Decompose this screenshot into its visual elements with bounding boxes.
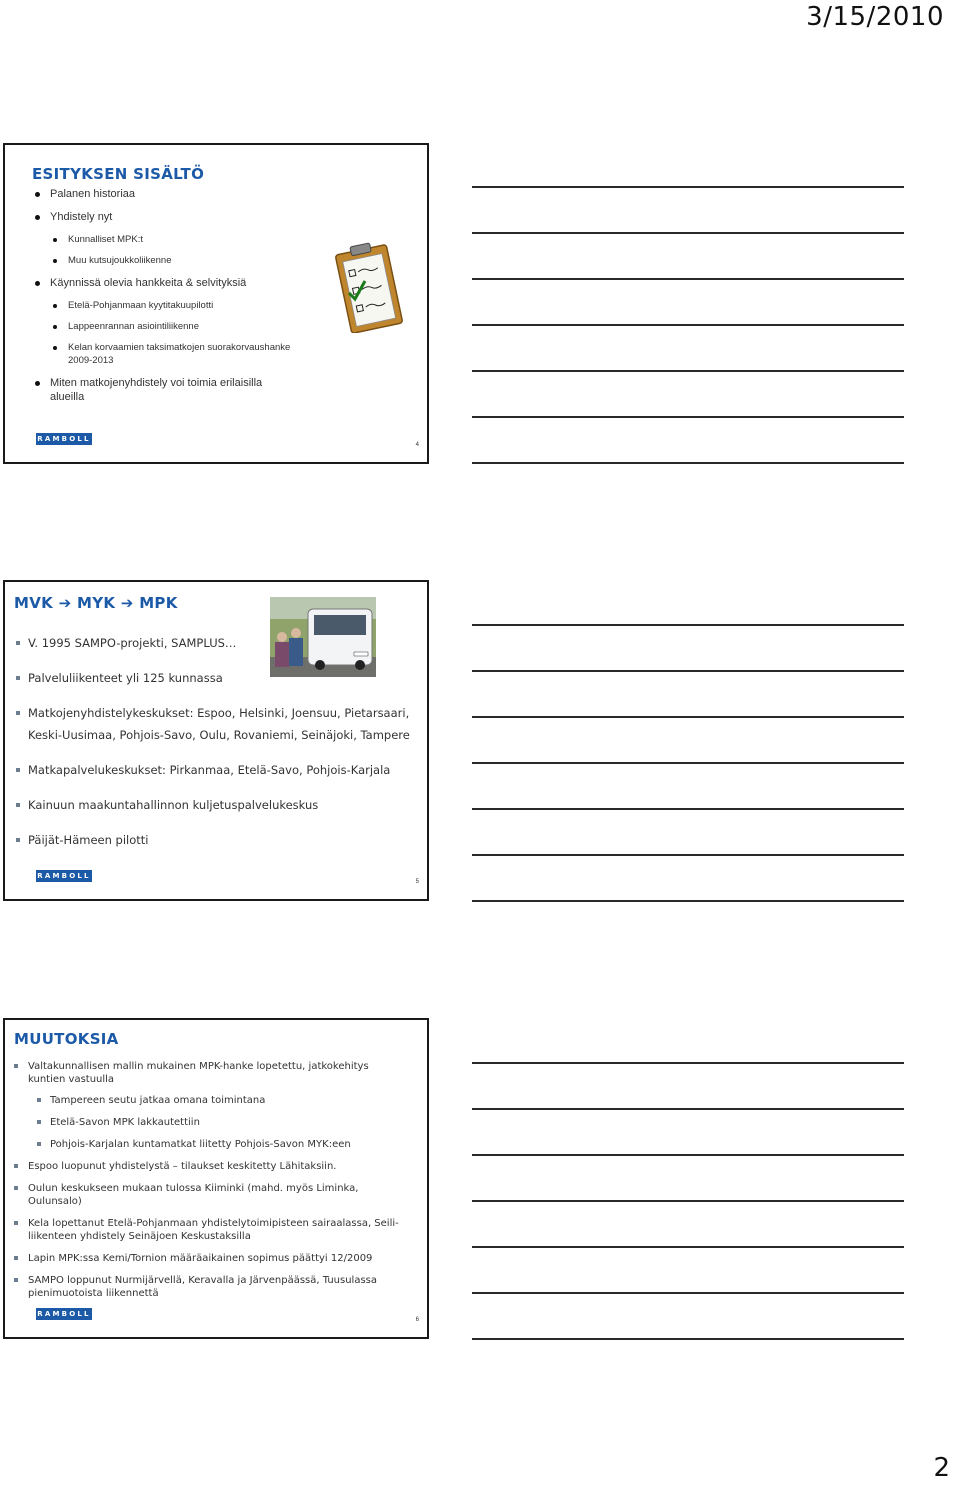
list-item: Lappeenrannan asiointiliikenne: [33, 321, 323, 333]
note-line: [472, 370, 904, 372]
list-item: Tampereen seutu jatkaa omana toimintana: [14, 1094, 414, 1107]
note-line: [472, 762, 904, 764]
ramboll-logo: RAMBOLL: [37, 872, 91, 880]
list-item: Päijät-Hämeen pilotti: [16, 829, 416, 851]
note-line: [472, 232, 904, 234]
note-line: [472, 854, 904, 856]
list-item: Kainuun maakuntahallinnon kuljetuspalvelukeskus: [16, 794, 416, 816]
page-number: 2: [933, 1453, 950, 1483]
note-line: [472, 324, 904, 326]
note-line: [472, 1154, 904, 1156]
note-line: [472, 900, 904, 902]
list-item: Espoo luopunut yhdistelystä – tilaukset keskitetty Lähitaksiin.: [14, 1160, 414, 1173]
note-line: [472, 1108, 904, 1110]
list-item: Palveluliikenteet yli 125 kunnassa: [16, 667, 416, 689]
list-item: Palanen historiaa: [33, 187, 323, 201]
list-item: Valtakunnallisen mallin mukainen MPK-hanke lopetettu, jatkokehitys kuntien vastuulla: [14, 1060, 408, 1086]
list-item: Pohjois-Karjalan kuntamatkat liitetty Pohjois-Savon MYK:een: [14, 1138, 414, 1151]
note-line: [472, 416, 904, 418]
note-line: [472, 462, 904, 464]
note-line: [472, 670, 904, 672]
note-line: [472, 808, 904, 810]
list-item: V. 1995 SAMPO-projekti, SAMPLUS…: [16, 632, 416, 654]
slide-title: ESITYKSEN SISÄLTÖ: [32, 165, 205, 183]
list-item: Oulun keskukseen mukaan tulossa Kiiminki (mahd. myös Liminka, Oulunsalo): [14, 1182, 408, 1208]
list-item: Etelä-Pohjanmaan kyytitakuupilotti: [33, 300, 323, 312]
note-line: [472, 186, 904, 188]
page-date-header: 3/15/2010: [806, 2, 944, 32]
clipboard-checklist-icon: [335, 241, 403, 337]
list-item: Kunnalliset MPK:t: [33, 234, 323, 246]
note-line: [472, 1292, 904, 1294]
bullet-list: [16, 632, 416, 851]
note-line: [472, 1062, 904, 1064]
slide-page-number: 6: [415, 1317, 419, 1323]
slide-page-number: 5: [415, 879, 419, 885]
slide-5: [3, 580, 429, 901]
list-item: Matkojenyhdistelykeskukset: Espoo, Helsinki, Joensuu, Pietarsaari, Keski-Uusimaa, Pohjois-Savo, Oulu, Rovaniemi, Seinäjoki, Tampere: [16, 702, 413, 746]
list-item: Miten matkojenyhdistely voi toimia erilaisilla alueilla: [33, 376, 290, 405]
note-line: [472, 278, 904, 280]
note-line: [472, 1200, 904, 1202]
slide-title: MUUTOKSIA: [14, 1030, 119, 1048]
slide-6: [3, 1018, 429, 1339]
slide-title: MVK ➔ MYK ➔ MPK: [14, 594, 178, 612]
list-item: Lapin MPK:ssa Kemi/Tornion määräaikainen sopimus päättyi 12/2009: [14, 1252, 414, 1265]
note-line: [472, 1246, 904, 1248]
slide-4: [3, 143, 429, 464]
ramboll-logo: RAMBOLL: [37, 1310, 91, 1318]
list-item: Etelä-Savon MPK lakkautettiin: [14, 1116, 414, 1129]
list-item: SAMPO loppunut Nurmijärvellä, Keravalla ja Järvenpäässä, Tuusulassa pienimuotoista liikennettä: [14, 1274, 413, 1300]
bullet-list: [14, 1060, 414, 1300]
list-item: Yhdistely nyt: [33, 210, 323, 224]
note-line: [472, 716, 904, 718]
bullet-list: [33, 187, 323, 405]
note-line: [472, 1338, 904, 1340]
list-item: Kela lopettanut Etelä-Pohjanmaan yhdistelytoimipisteen sairaalassa, Seili-liikenteen yhdistely Seinäjoen Keskustaksilla: [14, 1217, 413, 1243]
list-item: Matkapalvelukeskukset: Pirkanmaa, Etelä-Savo, Pohjois-Karjala: [16, 759, 416, 781]
slide-page-number: 4: [415, 442, 419, 448]
note-line: [472, 624, 904, 626]
list-item: Käynnissä olevia hankkeita & selvityksiä: [33, 276, 323, 290]
list-item: Muu kutsujoukkoliikenne: [33, 255, 323, 267]
list-item: Kelan korvaamien taksimatkojen suorakorvaushanke 2009-2013: [33, 342, 298, 367]
ramboll-logo: RAMBOLL: [37, 435, 91, 443]
